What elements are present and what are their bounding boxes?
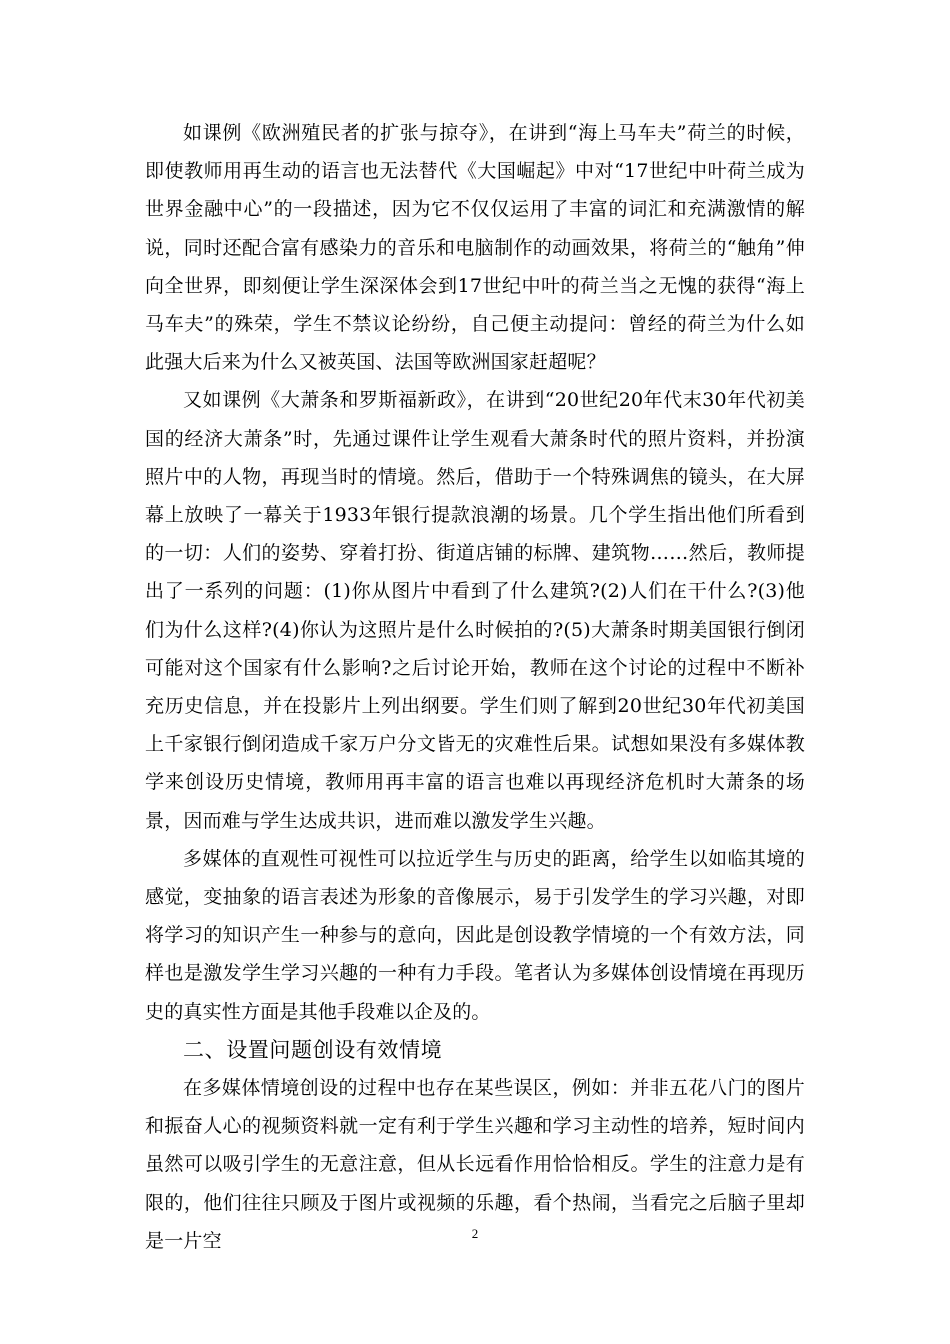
body-paragraph-4: 在多媒体情境创设的过程中也存在某些误区，例如：并非五花八门的图片和振奋人心的视频资料就一定有利于学生兴趣和学习主动性的培养，短时间内虽然可以吸引学生的无意注意，但从长远看作用恰恰相反。学生的注意力是有限的，他们往往只顾及于图片或视频的乐趣，看个热闹，当看完之后脑子里却是一片空 <box>145 1077 805 1252</box>
body-paragraph-2: 又如课例《大萧条和罗斯福新政》，在讲到“20世纪20年代末30年代初美国的经济大萧条”时，先通过课件让学生观看大萧条时代的照片资料，并扮演照片中的人物，再现当时的情境。然后，借助于一个特殊调焦的镜头，在大屏幕上放映了一幕关于1933年银行提款浪潮的场景。几个学生指出他们所看到的一切：人们的姿势、穿着打扮、街道店铺的标牌、建筑物……然后，教师提出了一系列的问题：(1)你从图片中看到了什么建筑?(2)人们在干什么?(3)他们为什么这样?(4)你认为这照片是什么时候拍的?(5)大萧条时期美国银行倒闭可能对这个国家有什么影响?之后讨论开始，教师在这个讨论的过程中不断补充历史信息，并在投影片上列出纲要。学生们则了解到20世纪30年代初美国上千家银行倒闭造成千家万户分文皆无的灾难性后果。试想如果没有多媒体教学来创设历史情境，教师用再丰富的语言也难以再现经济危机时大萧条的场景，因而难与学生达成共识，进而难以激发学生兴趣。 <box>145 389 805 832</box>
section-heading: 二、设置问题创设有效情境 <box>183 1037 443 1062</box>
body-paragraph-3: 多媒体的直观性可视性可以拉近学生与历史的距离，给学生以如临其境的感觉，变抽象的语言表述为形象的音像展示，易于引发学生的学习兴趣，对即将学习的知识产生一种参与的意向，因此是创设教学情境的一个有效方法，同样也是激发学生学习兴趣的一种有力手段。笔者认为多媒体创设情境在再现历史的真实性方面是其他手段难以企及的。 <box>145 847 805 1023</box>
document-page <box>145 114 805 1260</box>
body-paragraph-1: 如课例《欧洲殖民者的扩张与掠夺》，在讲到“海上马车夫”荷兰的时候，即使教师用再生动的语言也无法替代《大国崛起》中对“17世纪中叶荷兰成为世界金融中心”的一段描述，因为它不仅仅运用了丰富的词汇和充满激情的解说，同时还配合富有感染力的音乐和电脑制作的动画效果，将荷兰的“触角”伸向全世界，即刻便让学生深深体会到17世纪中叶的荷兰当之无愧的获得“海上马车夫”的殊荣，学生不禁议论纷纷，自己便主动提问：曾经的荷兰为什么如此强大后来为什么又被英国、法国等欧洲国家赶超呢？ <box>145 122 805 374</box>
page-number: 2 <box>471 1226 479 1241</box>
